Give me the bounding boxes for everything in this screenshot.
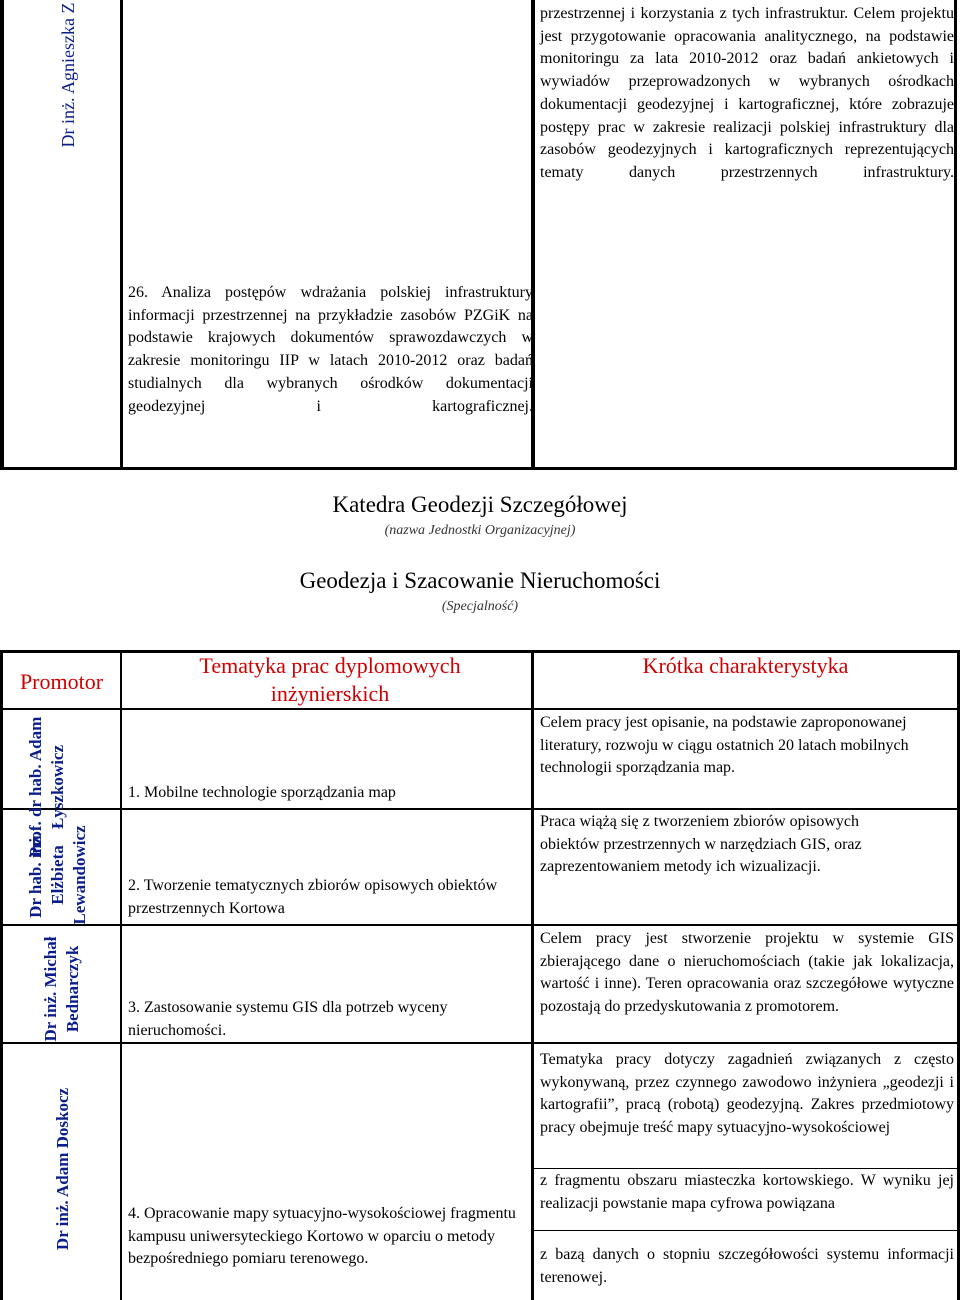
row3-topic: 3. Zastosowanie systemu GIS dla potrzeb wyceny nieruchomości. [128,999,448,1039]
topic-description-continued: przestrzennej i korzystania z tych infrastruktur. Celem projektu jest przygotowanie opracowania analitycznego, na podstawie monitoringu za lata 2010-2012 oraz badań ankietowych i wywiadów przeprowadzonych w wybranych ośrodkach dokumentacji geodezyjnej i kartograficznej, które zobrazuje postępy prac w zakresie realizacji polskiej infrastruktury dla zasobów geodezyjnych i kartograficznych reprezentujących tematy danych przestrzennych infrastruktury. [540,5,954,181]
header-topics: Tematyka prac dyplomowych inżynierskich [199,653,461,706]
specialty-caption: (Specjalność) [441,599,519,614]
row2-description: Praca wiążą się z tworzeniem zbiorów opisowych obiektów przestrzennych w narzędziach GIS, oraz zaprezentowaniem metody ich wizualizacji. [540,813,862,876]
topic-26: 26. Analiza postępów wdrażania polskiej infrastruktury informacji przestrzennej na przykładzie zasobów PZGiK na podstawie krajowych dokumentów sprawozdawczych w zakresie monitoringu IIP w latach 2010-2012 oraz badań studialnych dla wybranych ośrodków dokumentacji geodezyjnej i kartograficznej. [128,284,533,415]
row4-description-part1: Tematyka pracy dotyczy zagadnień związanych z często wykonywaną, przez czynnego zawodowo inżyniera „geodezji i kartografii”, pracą (robotą) geodezyjną. Zakres przedmiotowy pracy obejmuje treść mapy sytuacyjno-wysokościowej [540,1051,954,1137]
row1-topic: 1. Mobilne technologie sporządzania map [128,784,396,801]
promotor-name-partial: Dr inż. Agnieszka Z [58,2,78,148]
row4-topic: 4. Opracowanie mapy sytuacyjno-wysokościowej fragmentu kampusu uniwersyteckiego Kortowo w oparciu o metody bezpośredniego pomiaru terenowego. [128,1205,516,1268]
row1-description: Celem pracy jest opisanie, na podstawie zaproponowanej literatury, rozwoju w ciągu ostatnich 20 latach mobilnych technologii sporządzania map. [540,714,909,777]
header-description: Krótka charakterystyka [642,653,849,678]
row3-description: Celem pracy jest stworzenie projektu w systemie GIS zbierającego dane o nieruchomościach (takie jak lokalizacja, wartość i inne). Teren opracowania oraz szczegółowe wytyczne pozostają do przedyskutowania z promotorem. [540,930,954,1016]
row3-promotor: Dr inż. Michał Bednarczyk [41,936,82,1042]
row4-description-part2: z fragmentu obszaru miasteczka kortowskiego. W wyniku jej realizacji powstanie mapa cyfrowa powiązana [540,1172,954,1212]
row4-promotor: Dr inż. Adam Doskocz [53,1087,72,1251]
specialty-name: Geodezja i Szacowanie Nieruchomości [299,568,661,593]
row2-promotor: Dr hab. inż. Elżbieta Lewandowicz [26,825,89,925]
unit-name: Katedra Geodezji Szczegółowej [332,492,628,517]
row2-topic: 2. Tworzenie tematycznych zbiorów opisowych obiektów przestrzennych Kortowa [128,877,498,917]
row1-promotor: Prof. dr hab. Adam Łyszkowicz [26,716,67,858]
unit-name-caption: (nazwa Jednostki Organizacyjnej) [384,523,576,538]
header-promotor: Promotor [19,669,104,694]
row4-description-part3: z bazą danych o stopniu szczegółowości systemu informacji terenowej. [540,1246,954,1286]
